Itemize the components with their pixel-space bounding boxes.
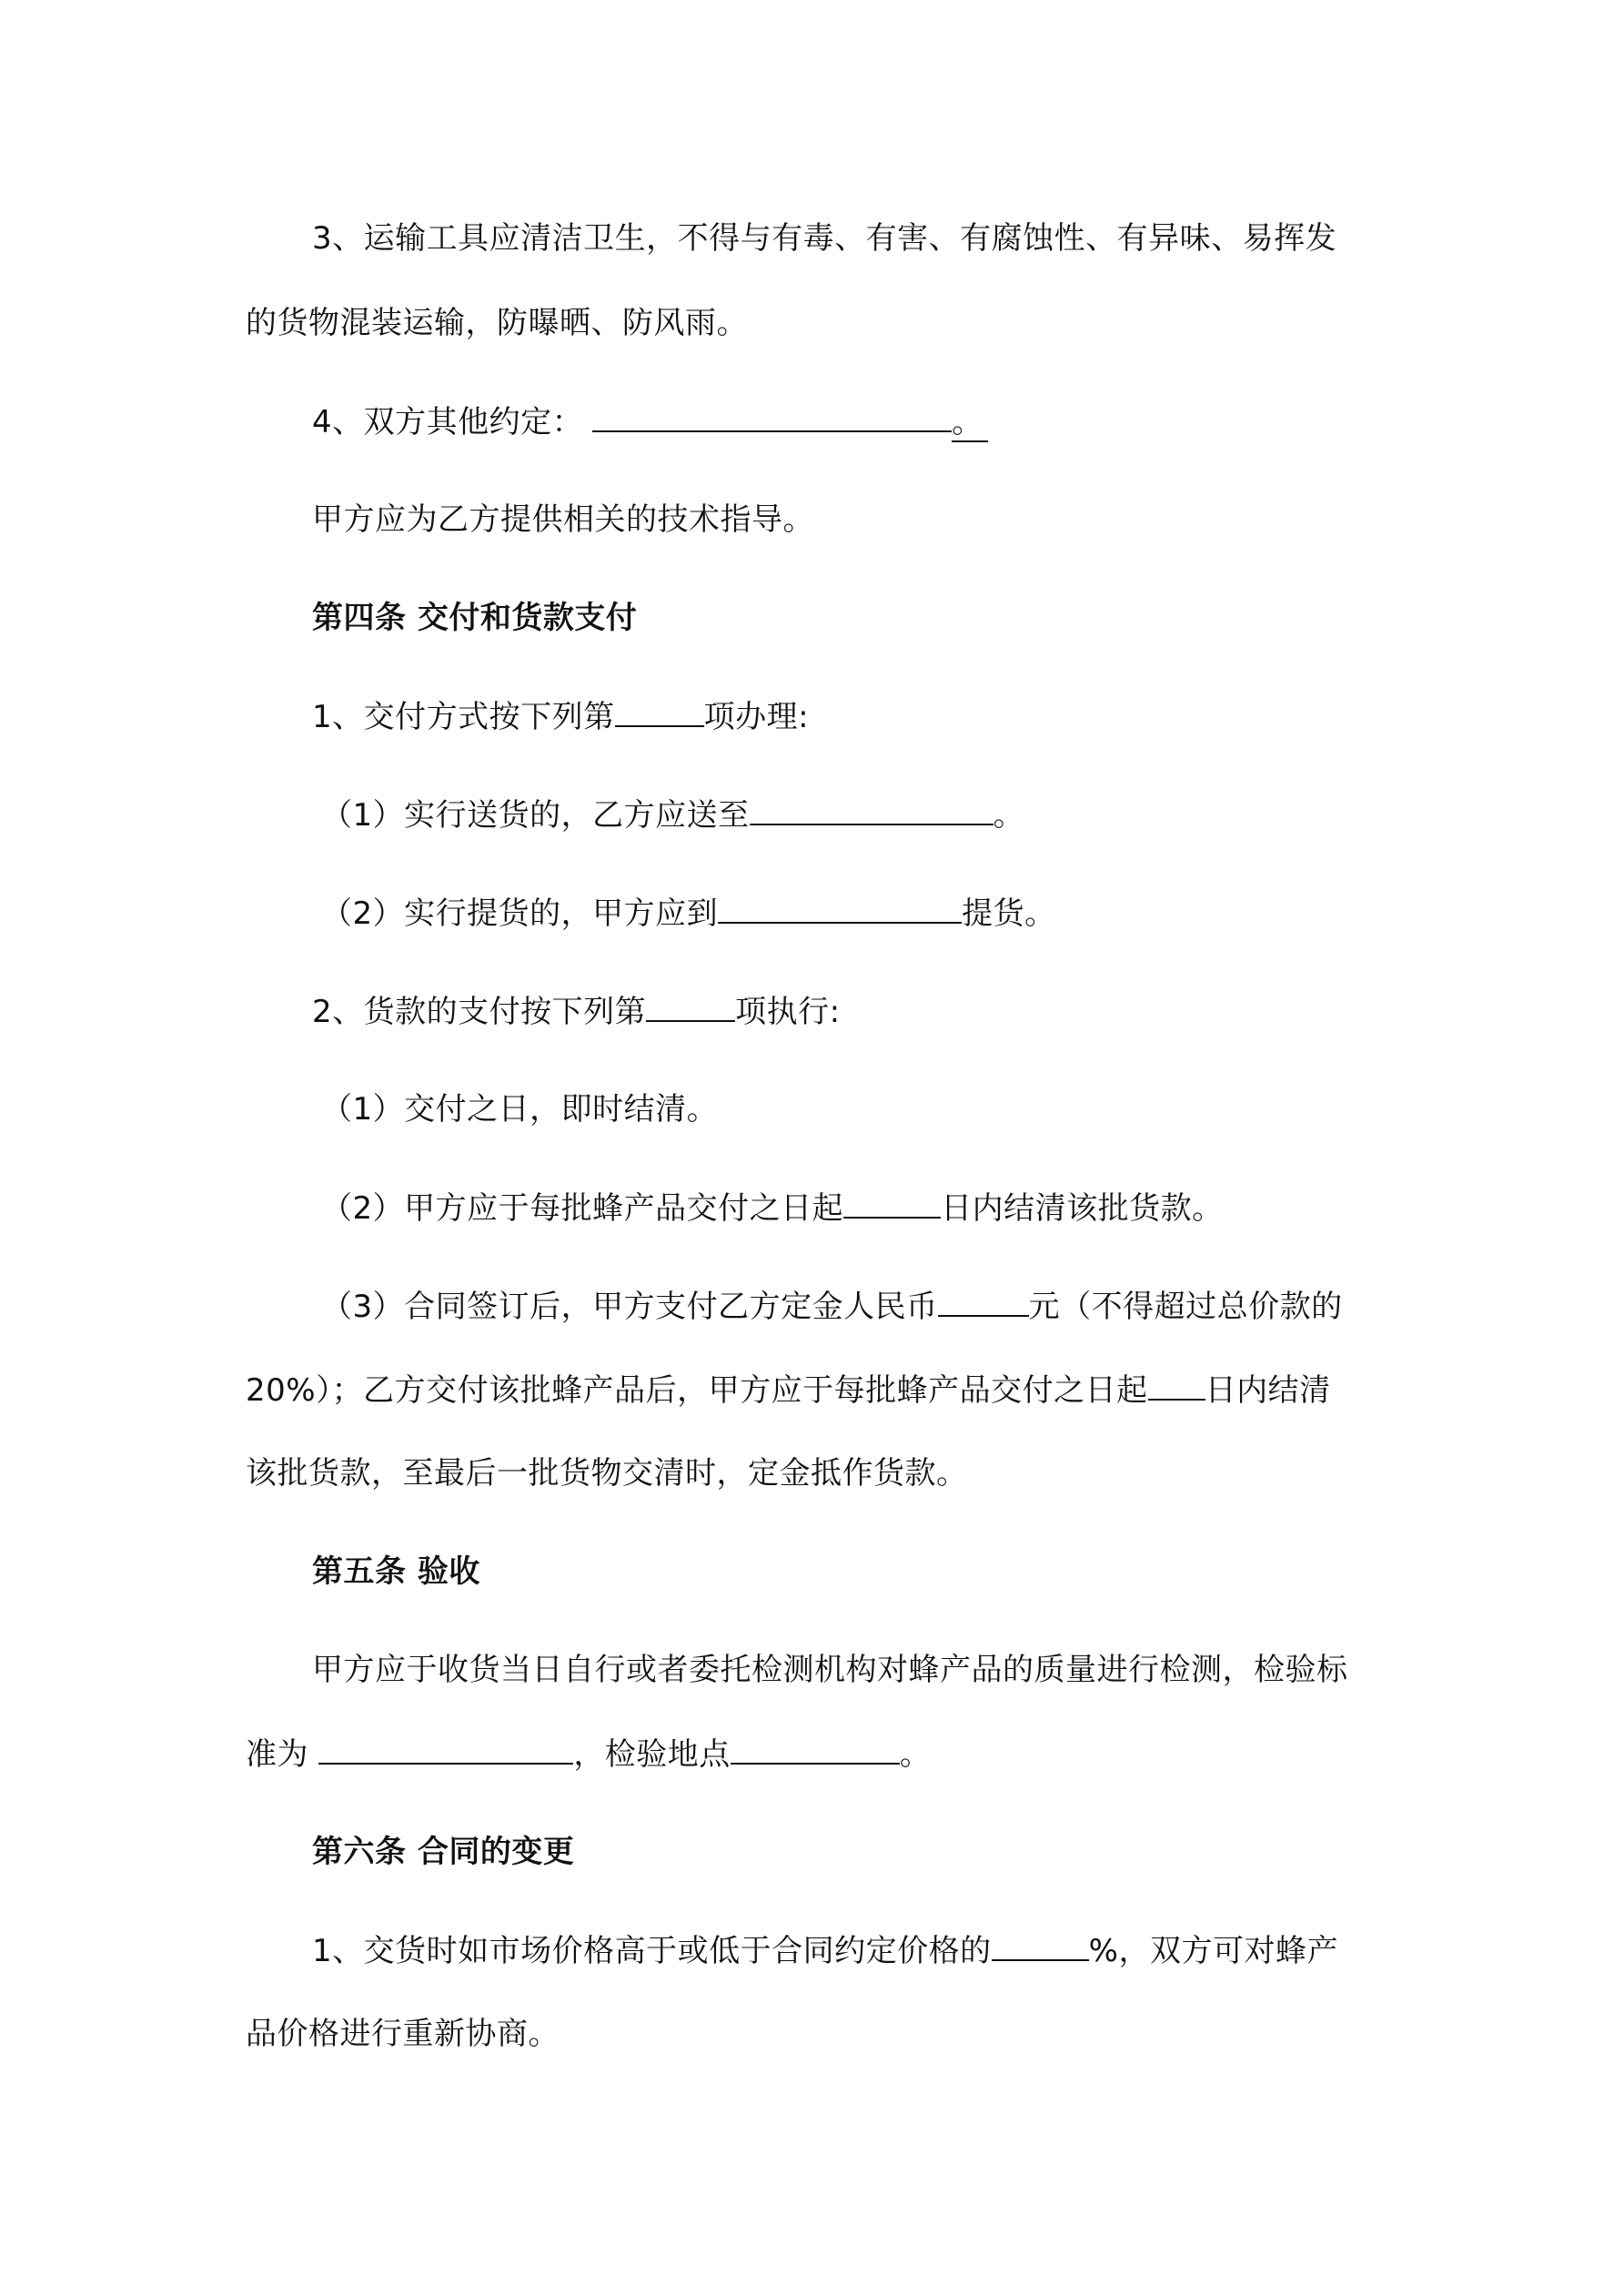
delivery-method-line [312, 698, 809, 735]
item3-line1 [312, 220, 1337, 257]
article5-heading: 第五条 验收 [312, 1553, 480, 1590]
article6-title [312, 1834, 574, 1870]
item4-end: 。 [952, 404, 988, 442]
payment-opt3-a: （3）合同签订后，甲方支付乙方定金人民币 [321, 1289, 938, 1325]
inspection-standard-blank[interactable] [318, 1735, 573, 1765]
delivery-option-blank[interactable] [615, 698, 704, 727]
guidance-line [312, 501, 814, 538]
payment-option3-line2 [246, 1371, 1331, 1409]
delivery-prefix: 1、交付方式按下列第 [312, 699, 615, 735]
price-change-text-2: 品价格进行重新协商。 [246, 2016, 560, 2052]
price-change-line1 [312, 1932, 1338, 1969]
settlement-days-blank[interactable] [1148, 1371, 1205, 1401]
delivery-destination-blank[interactable] [750, 796, 994, 825]
payment-opt3-c: 20%）；乙方交付该批蜂产品后，甲方应于每批蜂产品交付之日起 [246, 1372, 1148, 1409]
payment-option2-line [321, 1189, 1224, 1227]
inspection-text-2c: 。 [899, 1736, 932, 1773]
payment-option3-line1 [321, 1288, 1343, 1325]
item3-line2 [246, 305, 748, 341]
inspection-text-2b: ，检验地点 [573, 1736, 731, 1773]
item3-text-2: 的货物混装运输，防曝晒、防风雨。 [246, 305, 748, 341]
delivery-suffix: 项办理: [703, 699, 810, 735]
inspection-location-blank[interactable] [731, 1735, 900, 1765]
payment-option1-line [321, 1091, 718, 1128]
article4-title [312, 600, 637, 636]
article5-title [312, 1553, 480, 1590]
article6-heading: 第六条 合同的变更 [312, 1834, 575, 1870]
inspection-text-1: 甲方应于收货当日自行或者委托检测机构对蜂产品的质量进行检测，检验标 [312, 1652, 1348, 1688]
delivery-opt2-suffix: 提货。 [962, 895, 1056, 932]
payment-opt2-suffix: 日内结清该批货款。 [941, 1190, 1224, 1227]
inspection-text-2a: 准为 [246, 1736, 319, 1773]
delivery-opt1-suffix: 。 [993, 797, 1025, 834]
delivery-opt2-prefix: （2）实行提货的，甲方应到 [321, 895, 719, 932]
delivery-opt1-prefix: （1）实行送货的，乙方应送至 [321, 797, 750, 834]
payment-opt3-b: 元（不得超过总价款的 [1028, 1289, 1343, 1325]
payment-method-line [312, 993, 841, 1030]
price-change-text-1b: %，双方可对蜂产 [1088, 1933, 1338, 1969]
payment-opt1-text: （1）交付之日，即时结清。 [321, 1091, 719, 1128]
price-change-text-1a: 1、交货时如市场价格高于或低于合同约定价格的 [312, 1933, 992, 1969]
payment-prefix: 2、货款的支付按下列第 [312, 994, 647, 1030]
other-agreement-blank[interactable] [592, 403, 952, 432]
payment-opt3-e: 该批货款，至最后一批货物交清时，定金抵作货款。 [246, 1455, 968, 1492]
item4-label: 4、双方其他约定： [312, 404, 584, 440]
payment-suffix: 项执行: [735, 994, 841, 1030]
pickup-location-blank[interactable] [718, 895, 962, 924]
payment-opt2-prefix: （2）甲方应于每批蜂产品交付之日起 [321, 1190, 844, 1227]
guidance-text: 甲方应为乙方提供相关的技术指导。 [312, 501, 814, 538]
inspection-line1 [312, 1652, 1348, 1688]
article4-heading: 第四条 交付和货款支付 [312, 600, 638, 636]
item3-text-1: 3、运输工具应清洁卫生，不得与有毒、有害、有腐蚀性、有异味、易挥发 [312, 220, 1337, 257]
item4-line [312, 403, 988, 442]
payment-option3-line3 [246, 1455, 968, 1492]
delivery-option2-line [321, 895, 1056, 932]
payment-days-blank[interactable] [843, 1189, 941, 1219]
delivery-option1-line [321, 796, 1024, 834]
price-percent-blank[interactable] [992, 1932, 1089, 1961]
payment-option-blank[interactable] [646, 993, 735, 1022]
inspection-line2 [246, 1735, 931, 1773]
payment-opt3-d: 日内结清 [1205, 1372, 1331, 1409]
deposit-amount-blank[interactable] [938, 1288, 1029, 1317]
price-change-line2 [246, 2016, 560, 2052]
